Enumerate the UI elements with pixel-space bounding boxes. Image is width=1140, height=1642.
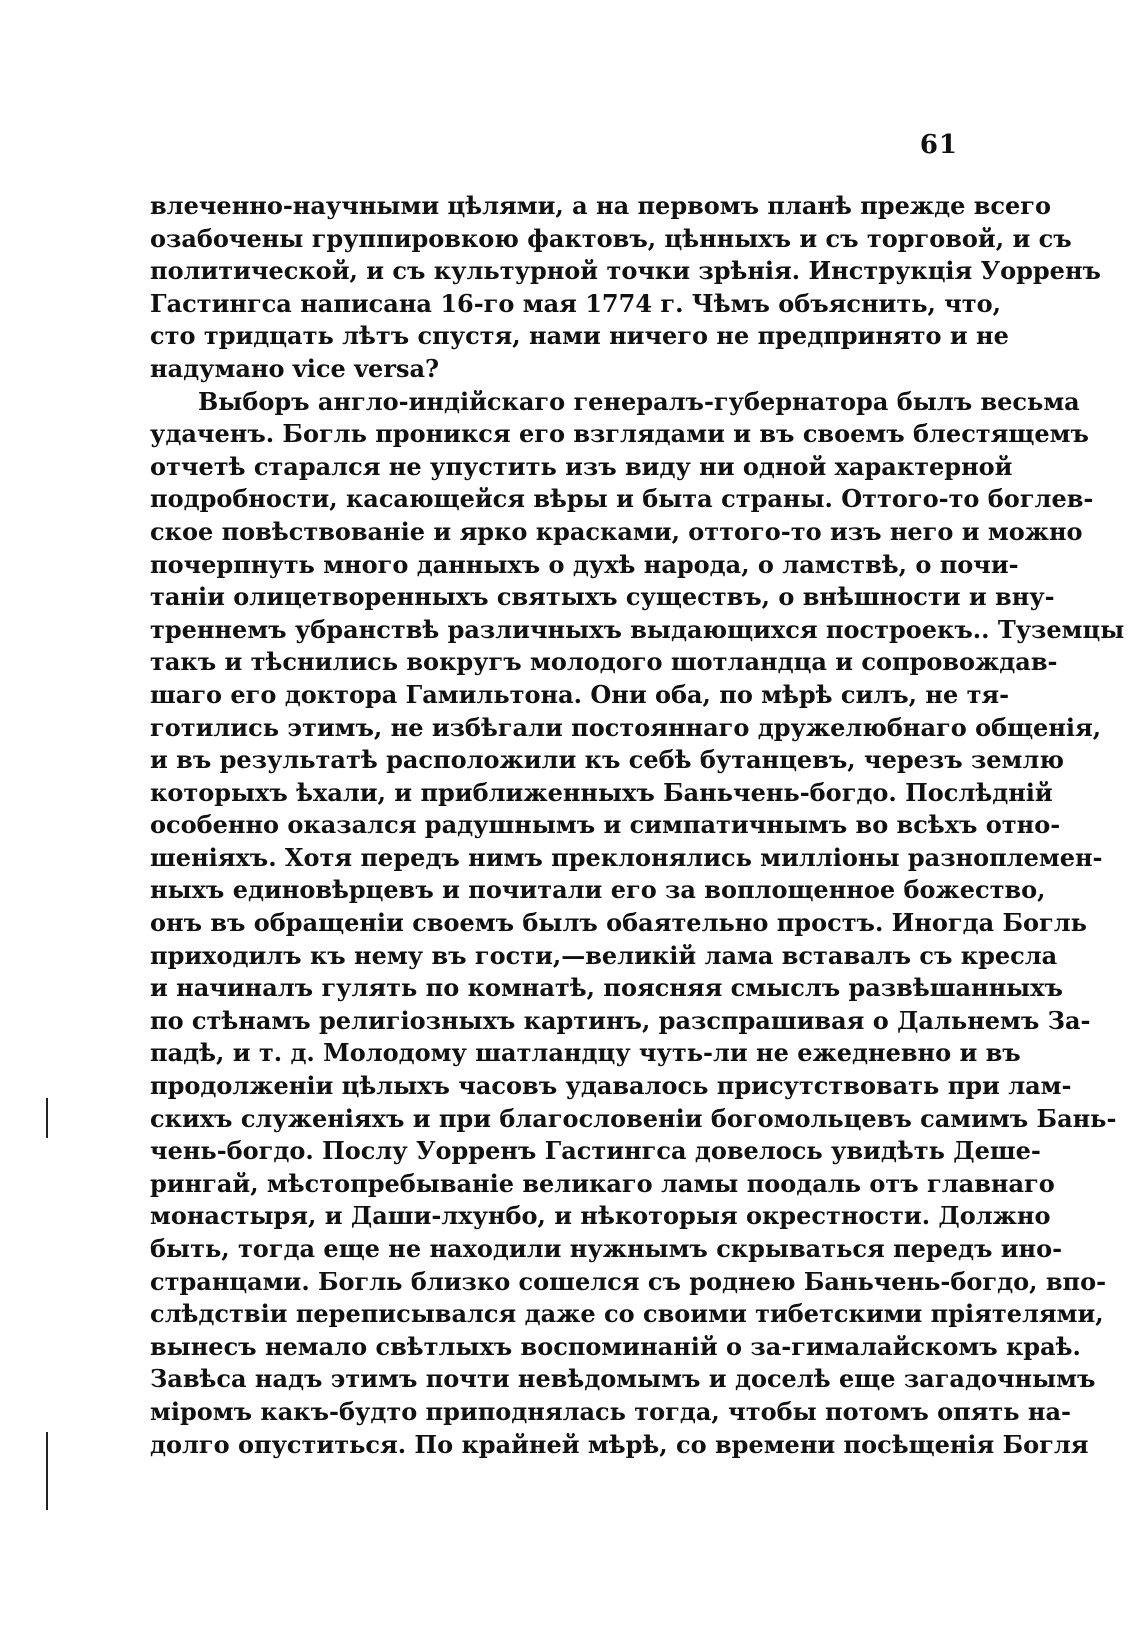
text-line: Завѣса надъ этимъ почти невѣдомымъ и доселѣ еще загадочнымъ bbox=[150, 1364, 1096, 1394]
text-line: слѣдствіи переписывался даже со своими тибетскими пріятелями, bbox=[150, 1299, 1104, 1329]
text-line: надумано vice versa? bbox=[150, 353, 440, 383]
text-line: и начиналъ гулять по комнатѣ, поясняя смыслъ развѣшанныхъ bbox=[150, 973, 1063, 1003]
text-line: почерпнуть много данныхъ о духѣ народа, о ламствѣ, о почи- bbox=[150, 549, 1019, 579]
text-line: онъ въ обращеніи своемъ былъ обаятельно простъ. Иногда Богль bbox=[150, 908, 1087, 938]
text-line: озабочены группировкою фактовъ, цѣнныхъ и съ торговой, и съ bbox=[150, 223, 1072, 253]
text-line: чень-богдо. Послу Уорренъ Гастингса довелось увидѣть Деше- bbox=[150, 1136, 1041, 1166]
text-line: шаго его доктора Гамильтона. Они оба, по мѣрѣ силъ, не тя- bbox=[150, 679, 1010, 709]
text-line: рингай, мѣстопребываніе великаго ламы поодаль отъ главнаго bbox=[150, 1168, 1055, 1198]
text-line: подробности, касающейся вѣры и быта страны. Оттого-то боглев- bbox=[150, 484, 1094, 514]
text-line: которыхъ ѣхали, и приближенныхъ Баньчень-богдо. Послѣдній bbox=[150, 777, 1053, 807]
body-text bbox=[150, 190, 1125, 1461]
text-line: монастыря, и Даши-лхунбо, и нѣкоторыя окрестности. Должно bbox=[150, 1201, 1051, 1231]
margin-mark bbox=[46, 1432, 48, 1510]
text-line: треннемъ убранствѣ различныхъ выдающихся построекъ.. Туземцы bbox=[150, 614, 1125, 644]
text-line: удаченъ. Богль проникся его взглядами и въ своемъ блестящемъ bbox=[150, 419, 1089, 449]
text-line: ныхъ единовѣрцевъ и почитали его за воплощенное божество, bbox=[150, 875, 1046, 905]
text-line: особенно оказался радушнымъ и симпатичнымъ во всѣхъ отно- bbox=[150, 810, 1061, 840]
margin-mark bbox=[46, 1098, 48, 1138]
text-line: быть, тогда еще не находили нужнымъ скрываться передъ ино- bbox=[150, 1234, 1063, 1263]
text-line: падѣ, и т. д. Молодому шатландцу чуть-ли не ежедневно и въ bbox=[150, 1038, 1021, 1068]
text-line: готились этимъ, не избѣгали постояннаго дружелюбнаго общенія, bbox=[150, 712, 1102, 742]
text-line: шеніяхъ. Хотя передъ нимъ преклонялись милліоны разноплемен- bbox=[150, 842, 1103, 872]
text-line: таніи олицетворенныхъ святыхъ существъ, о внѣшности и вну- bbox=[150, 582, 1055, 612]
text-line: скихъ служеніяхъ и при благословеніи богомольцевъ самимъ Бань- bbox=[150, 1103, 1117, 1133]
page-number: 61 bbox=[919, 130, 958, 160]
text-line: и въ результатѣ расположили къ себѣ бутанцевъ, черезъ землю bbox=[150, 745, 1064, 775]
text-line: долго опуститься. По крайней мѣрѣ, со времени посѣщенія Богля bbox=[150, 1429, 1089, 1459]
text-line: міромъ какъ-будто приподнялась тогда, чтобы потомъ опять на- bbox=[150, 1396, 1071, 1426]
text-line: странцами. Богль близко сошелся съ роднею Баньчень-богдо, впо- bbox=[150, 1266, 1107, 1296]
text-line: ское повѣствованіе и ярко красками, оттого-то изъ него и можно bbox=[150, 516, 1083, 546]
text-line: такъ и тѣснились вокругъ молодого шотландца и сопровождав- bbox=[150, 647, 1058, 677]
text-line: приходилъ къ нему въ гости,—великій лама вставалъ съ кресла bbox=[150, 940, 1058, 970]
text-line: вынесъ немало свѣтлыхъ воспоминаній о за-гималайскомъ краѣ. bbox=[150, 1331, 1081, 1361]
text-line: влеченно-научными цѣлями, а на первомъ планѣ прежде всего bbox=[150, 191, 1051, 220]
text-line: продолженіи цѣлыхъ часовъ удавалось присутствовать при лам- bbox=[150, 1071, 1072, 1101]
text-line: политической, и съ культурной точки зрѣнія. Инструкція Уорренъ bbox=[150, 256, 1101, 286]
text-line: сто тридцать лѣтъ спустя, нами ничего не предпринято и не bbox=[150, 321, 1009, 351]
text-line: отчетѣ старался не упустить изъ виду ни одной характерной bbox=[150, 451, 1013, 481]
text-line: Гастингса написана 16-го мая 1774 г. Чѣмъ объяснить, что, bbox=[150, 288, 1002, 318]
text-line: по стѣнамъ религіозныхъ картинъ, разспрашивая о Дальнемъ За- bbox=[150, 1005, 1091, 1035]
paragraph-first-line: Выборъ англо-индійскаго генералъ-губернатора былъ весьма bbox=[198, 386, 1080, 416]
